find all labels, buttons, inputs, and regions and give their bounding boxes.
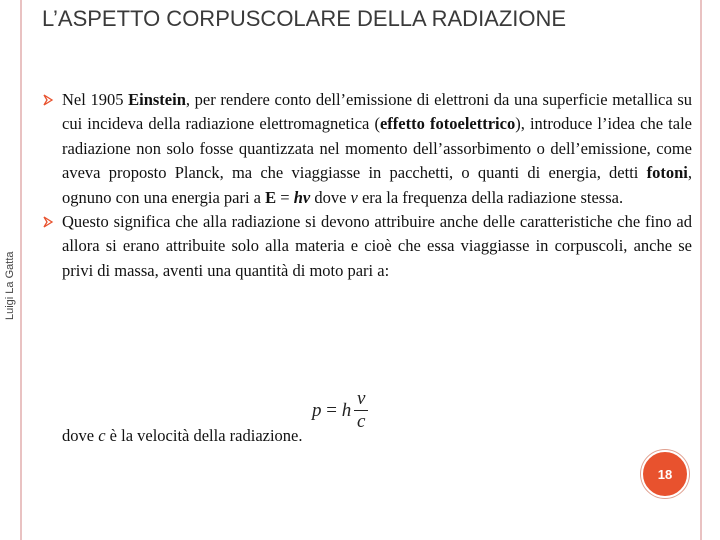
text: dove (310, 187, 351, 207)
frame-line-right (700, 0, 702, 540)
text: ), introduce l’idea che tale radiazione non solo fosse quantizzata nel momento dell’assorbimento o dell’emissione, come aveva proposto Planck, ma che viaggiasse in pacchetti, o quanti di energia, detti (62, 114, 692, 183)
slide-title: L’ASPETTO CORPUSCOLARE DELLA RADIAZIONE (42, 6, 567, 31)
bullet-marker-icon (42, 216, 54, 228)
page-number-badge: 18 (641, 450, 689, 498)
formula-p: p (312, 399, 322, 421)
frame-line-left (20, 0, 22, 540)
text: dove (62, 426, 99, 445)
bullet-list (42, 88, 692, 283)
text: è la velocità della radiazione. (105, 426, 303, 445)
author-label: Luigi La Gatta (4, 251, 16, 320)
text: , ognuno con una energia pari a (62, 163, 692, 207)
text: Questo significa che alla radiazione si devono attribuire anche delle caratteristiche che fino ad allora si erano attribuite solo alla materia e cioè che essa viaggiasse in corpuscoli, anche se privi di massa, aventi una quantità di moto pari a: (62, 212, 692, 280)
symbol-h-nu: hν (293, 187, 311, 207)
formula-caption (62, 426, 303, 446)
text: era la frequenza della radiazione stessa. (357, 187, 624, 207)
bullet-momentum (42, 210, 692, 283)
symbol-e: E (265, 187, 277, 207)
text: = (276, 187, 294, 207)
term-photons: fotoni (646, 163, 688, 183)
formula-denominator: c (357, 411, 366, 432)
symbol-nu: ν (350, 187, 358, 207)
formula-numerator: ν (357, 388, 366, 409)
bullet-marker-icon (42, 94, 54, 106)
formula-h: h (341, 399, 352, 421)
formula-equals: = (321, 399, 342, 421)
symbol-c: c (98, 426, 106, 445)
text: , per rendere conto dell’emissione di elettroni da una superficie metallica su cui incideva della radiazione elettromagnetica ( (62, 90, 692, 134)
formula-fraction (354, 388, 368, 433)
text: Nel 1905 (62, 90, 129, 109)
term-einstein: Einstein (128, 90, 186, 109)
term-photoelectric: effetto fotoelettrico (379, 114, 516, 134)
momentum-formula (312, 388, 368, 433)
bullet-einstein (42, 88, 692, 210)
